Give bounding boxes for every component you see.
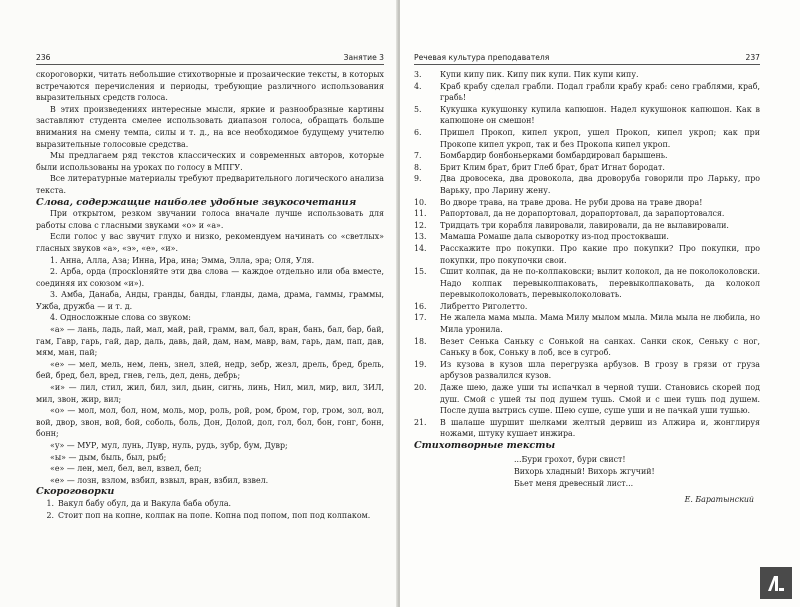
item-number: 11. <box>414 209 427 219</box>
list-item <box>414 231 760 243</box>
section-heading-words: Слова, содержащие наиболее удобные звукосочетания <box>36 196 357 208</box>
list-item <box>414 127 760 150</box>
item-number: 16. <box>414 301 427 311</box>
item-number: 6. <box>414 127 422 137</box>
item-text: Не жалела мама мыла. Мама Милу мылом мыла. Мила мыла не любила, но Мила уронила. <box>440 313 760 335</box>
list-item <box>414 359 760 382</box>
list-item <box>414 162 760 174</box>
item-number: 4. <box>414 81 422 91</box>
list-item <box>414 220 760 232</box>
right-page <box>400 0 800 607</box>
paragraph: В этих произведениях интересные мысли, яркие и разнообразные картины заставляют студента смелее использовать диапазон голоса, обращать больше внимания на смену темпа, силы и т. д., на все необходимое будущему учителю выразительные голосовые средства. <box>36 104 384 149</box>
list-item <box>36 498 384 510</box>
item-text: Краб крабу сделал грабли. Подал грабли крабу краб: сено граблями, краб, грабь! <box>440 81 760 103</box>
item-number: 10. <box>414 197 427 207</box>
list-item <box>414 382 760 417</box>
list-item <box>414 301 760 313</box>
item-text: Расскажите про покупки. Про какие про покупки? Про покупки, про покупки, про покупочки свои. <box>440 243 760 265</box>
item-text: Пришел Прокоп, кипел укроп, ушел Прокоп, кипел укроп; как при Прокопе кипел укроп, так и без Прокопа кипел укроп. <box>440 127 760 149</box>
paragraph: Мы предлагаем ряд текстов классических и современных авторов, которые были использованы на уроках по голосу в МПГУ. <box>36 151 384 172</box>
sound-line: «е» — лен, мел, бел, вел, взвел, бел; <box>50 464 202 474</box>
item-number: 21. <box>414 417 427 427</box>
item-number: 7. <box>414 151 422 161</box>
item-text: Кукушка кукушонку купила капюшон. Надел кукушонок капюшон. Как в капюшоне он смешон! <box>440 104 760 126</box>
item-number: 3. <box>414 70 422 79</box>
poem-line: ...Бури грохот, бури свист! <box>514 454 626 464</box>
left-chapter-title: Занятие 3 <box>343 53 384 62</box>
item-number: 20. <box>414 383 427 393</box>
item-text: Из кузова в кузов шла перегрузка арбузов. В грозу в грязи от груза арбузов развалился кузов. <box>440 359 760 381</box>
item-text: Везет Сенька Саньку с Сонькой на санках. Санки скок, Сеньку с ног, Саньку в бок, Соньку в лоб, все в сугроб. <box>440 336 760 358</box>
item-text: Вакул бабу обул, да и Вакула баба обула. <box>58 498 232 508</box>
item-number: 15. <box>414 267 427 277</box>
item-text: Стоит поп на копне, колпак на попе. Копна под попом, поп под колпаком. <box>58 510 371 520</box>
sound-line: «е» — мел, мель, нем, лень, знел, злей, недр, зебр, жезл, дрель, бред, брель, бей, бред, бел, вред, гнев, гель, дел, день, дебрь; <box>36 359 384 381</box>
item-text: Бомбардир бонбоньерками бомбардировал барышень. <box>440 151 668 161</box>
publisher-logo-icon <box>760 567 792 599</box>
numbered-item: 3. Амба, Данаба, Анды, гранды, банды, гланды, дама, драма, гаммы, граммы, Ужба, дружба — и т. д. <box>36 290 384 311</box>
item-text: Два дровосека, два дровокола, два дроворуба говорили про Ларьку, про Варьку, про Ларину жену. <box>440 174 760 195</box>
list-item <box>414 336 760 359</box>
sound-line: «о» — мол, мол, бол, ном, моль, мор, роль, рой, ром, бром, гор, гром, зол, вол, вой, двор, звон, вой, бой, соболь, боль, Дон, Долой, дол, гол, бол, бон, гонг, бонн, бонн; <box>36 406 384 439</box>
right-chapter-title: Речевая культура преподавателя <box>414 53 550 62</box>
item-number: 14. <box>414 243 427 253</box>
numbered-item: 1. Анна, Алла, Аза; Инна, Ира, ина; Эмма, Элла, эра; Оля, Уля. <box>50 255 315 265</box>
left-page-number: 236 <box>36 53 51 62</box>
list-item <box>36 510 384 522</box>
poem-line: Бьет меня древесный лист... <box>514 478 634 488</box>
item-number: 17. <box>414 313 427 323</box>
left-running-head <box>36 43 384 65</box>
item-number: 2. <box>46 510 54 520</box>
item-text: В шалаше шуршит шелками желтый дервиш из Алжира и, жонглируя ножами, штуку кушает инжира. <box>440 417 760 439</box>
item-text: Сшит колпак, да не по-колпаковски; вылит колокол, да не поколоколовски. Надо колпак перевыколпаковать, перевыколпаковать, да колокол перевыколоколовать, перевыколоколовать. <box>440 267 760 300</box>
item-text: Купи кипу пик. Кипу пик купи. Пик купи кипу. <box>440 70 639 79</box>
item-number: 13. <box>414 232 427 242</box>
item-number: 12. <box>414 220 427 230</box>
numbered-item: 2. Арба, орда (проскloняйте эти два слова — каждое отдельно или оба вместе, соединяя их союзом «и»). <box>36 267 384 288</box>
list-item <box>414 312 760 335</box>
sound-line: «ы» — дым, быль, был, рыб; <box>50 452 167 462</box>
item-number: 1. <box>46 498 54 508</box>
sound-line: «е» — лозн, взлом, взбил, взвыл, вран, взбил, взвел. <box>50 475 269 485</box>
item-text: Брит Клим брат, брит Глеб брат, брат Игнат бородат. <box>440 162 665 172</box>
item-text: Мамаша Ромаше дала сыворотку из-под простокваши. <box>440 232 669 242</box>
section-heading-poems: Стихотворные тексты <box>414 440 556 451</box>
left-page <box>0 0 398 607</box>
item-number: 9. <box>414 174 422 184</box>
list-item <box>414 150 760 162</box>
item-text: Либретто Риголетто. <box>440 301 528 311</box>
paragraph: При открытом, резком звучании голоса вначале лучше использовать для работы слова с гласными звуками «о» и «а». <box>36 209 384 230</box>
list-item <box>414 69 760 81</box>
list-item <box>414 197 760 209</box>
item-text: Тридцать три корабля лавировали, лавировали, да не вылавировали. <box>440 220 729 230</box>
list-item <box>414 81 760 104</box>
numbered-item: 4. Односложные слова со звуком: <box>50 313 191 323</box>
sound-line: «а» — лань, ладь, лай, мал, май, рай, грамм, вал, бал, вран, бань, бал, бар, бай, гам, Гавр, гарь, гай, дар, даль, давь, дай, дам, нам, мавр, вам, гарь, дам, пап, дав, мям, ман, пай; <box>36 325 384 358</box>
item-text: Даже шею, даже уши ты испачкал в черной туши. Становись скорей под душ. Смой с ушей ты под душем тушь. Смой и с шеи тушь под душем. После душа вытрись суше. Шею суше, суше уши и не пачкай уши тушью. <box>440 383 760 416</box>
item-number: 5. <box>414 104 422 114</box>
poem-line: Вихорь хладный! Вихорь жгучий! <box>514 466 655 476</box>
list-item <box>414 266 760 301</box>
sound-line: «у» — МУР, мул, лунь, Лувр, нуль, рудь, зубр, бум, Дувр; <box>50 441 288 450</box>
right-page-number: 237 <box>745 53 760 62</box>
paragraph: Все литературные материалы требуют предварительного логического анализа текста. <box>36 174 384 195</box>
right-running-head <box>414 43 760 65</box>
item-number: 8. <box>414 162 422 172</box>
item-number: 18. <box>414 336 427 346</box>
list-item <box>414 243 760 266</box>
list-item <box>414 417 760 440</box>
sound-line: «и» — лил, стил, жил, бил, зил, дьин, сигнь, линь, Нил, мил, мир, вил, ЗИЛ, мил, звон, жир, вил; <box>36 383 384 404</box>
tongue-twister-list-continued <box>414 69 760 440</box>
section-heading-tongue-twisters: Скороговорки <box>36 486 115 498</box>
tongue-twister-list <box>36 498 384 521</box>
item-text: Во дворе трава, на траве дрова. Не руби дрова на траве двора! <box>440 197 703 207</box>
list-item <box>414 208 760 220</box>
left-body <box>36 69 384 521</box>
item-text: Рапортовал, да не дорапортовал, дорапортовал, да зарапортовался. <box>440 209 725 219</box>
poem <box>514 454 760 490</box>
item-number: 19. <box>414 359 427 369</box>
poem-author: Е. Баратынский <box>684 494 754 504</box>
paragraph: скороговорки, читать небольшие стихотворные и прозаические тексты, в которых встречаются перечисления и периоды, требующие различного использования выразительных средств голоса. <box>36 70 384 103</box>
paragraph: Если голос у вас звучит глухо и низко, рекомендуем начинать со «светлых» гласных звуков «а», «э», «е», «и». <box>36 232 384 253</box>
right-body <box>414 69 760 505</box>
list-item <box>414 173 760 196</box>
list-item <box>414 104 760 127</box>
